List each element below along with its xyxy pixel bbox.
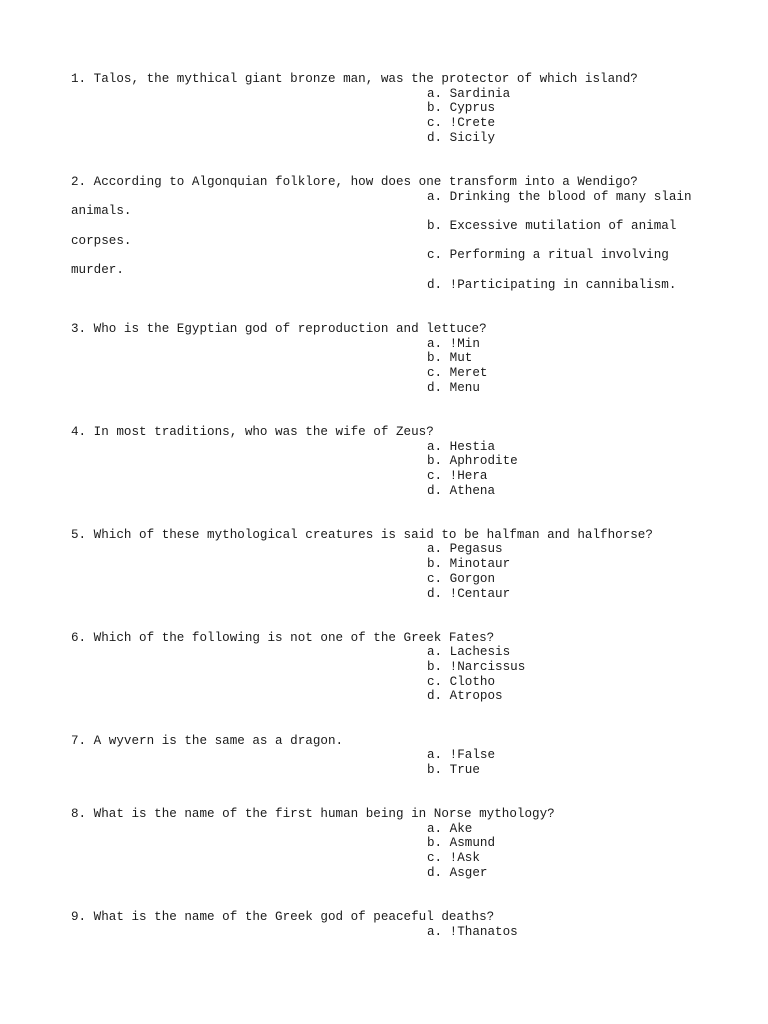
option-a: a. Drinking the blood of many slain — [427, 189, 692, 204]
question-text: 6. Which of the following is not one of the Greek Fates? — [71, 630, 495, 645]
quiz-document — [71, 72, 711, 969]
option-d: d. Sicily — [427, 130, 496, 145]
option-a: a. Lachesis — [427, 645, 511, 660]
question-text: 9. What is the name of the Greek god of peaceful deaths? — [71, 909, 495, 924]
question-8 — [71, 807, 711, 881]
option-b: b. Excessive mutilation of animal — [427, 219, 677, 234]
option-b: b. True — [427, 762, 480, 777]
question-text: 8. What is the name of the first human being in Norse mythology? — [71, 807, 555, 822]
option-d: d. Asger — [427, 865, 488, 880]
question-7 — [71, 734, 711, 778]
option-b: b. Aphrodite — [427, 454, 518, 469]
option-b: b. Cyprus — [427, 101, 496, 116]
option-d: d. Atropos — [427, 689, 503, 704]
question-text: 4. In most traditions, who was the wife of Zeus? — [71, 424, 434, 439]
option-c: c. Performing a ritual involving — [427, 248, 669, 263]
option-a-wrap: animals. — [71, 204, 132, 219]
option-b: b. !Narcissus — [427, 660, 526, 675]
question-2 — [71, 175, 711, 293]
option-b: b. Mut — [427, 351, 473, 366]
option-a: a. Ake — [427, 821, 473, 836]
option-b: b. Minotaur — [427, 557, 511, 572]
option-a: a. Hestia — [427, 439, 496, 454]
question-text: 5. Which of these mythological creatures is said to be halfman and halfhorse? — [71, 527, 653, 542]
option-a: a. !Thanatos — [427, 924, 518, 939]
option-b: b. Asmund — [427, 836, 496, 851]
question-text: 3. Who is the Egyptian god of reproduction and lettuce? — [71, 321, 487, 336]
question-text: 7. A wyvern is the same as a dragon. — [71, 733, 344, 748]
option-a: a. Sardinia — [427, 86, 511, 101]
question-5 — [71, 528, 711, 602]
question-text: 1. Talos, the mythical giant bronze man, was the protector of which island? — [71, 72, 638, 86]
option-c: c. !Hera — [427, 468, 488, 483]
option-c: c. Clotho — [427, 674, 496, 689]
question-3 — [71, 322, 711, 396]
question-4 — [71, 425, 711, 499]
option-c: c. !Ask — [427, 851, 480, 866]
option-a: a. !False — [427, 748, 496, 763]
option-d: d. Menu — [427, 380, 480, 395]
option-a: a. Pegasus — [427, 542, 503, 557]
option-c: c. !Crete — [427, 116, 496, 131]
option-d: d. !Centaur — [427, 586, 511, 601]
option-c-wrap: murder. — [71, 263, 124, 278]
option-d: d. !Participating in cannibalism. — [427, 277, 677, 292]
question-1 — [71, 72, 711, 146]
option-b-wrap: corpses. — [71, 233, 132, 248]
question-9 — [71, 910, 711, 939]
option-d: d. Athena — [427, 483, 496, 498]
option-a: a. !Min — [427, 336, 480, 351]
question-6 — [71, 631, 711, 705]
option-c: c. Meret — [427, 366, 488, 381]
option-c: c. Gorgon — [427, 571, 496, 586]
question-text: 2. According to Algonquian folklore, how does one transform into a Wendigo? — [71, 174, 638, 189]
